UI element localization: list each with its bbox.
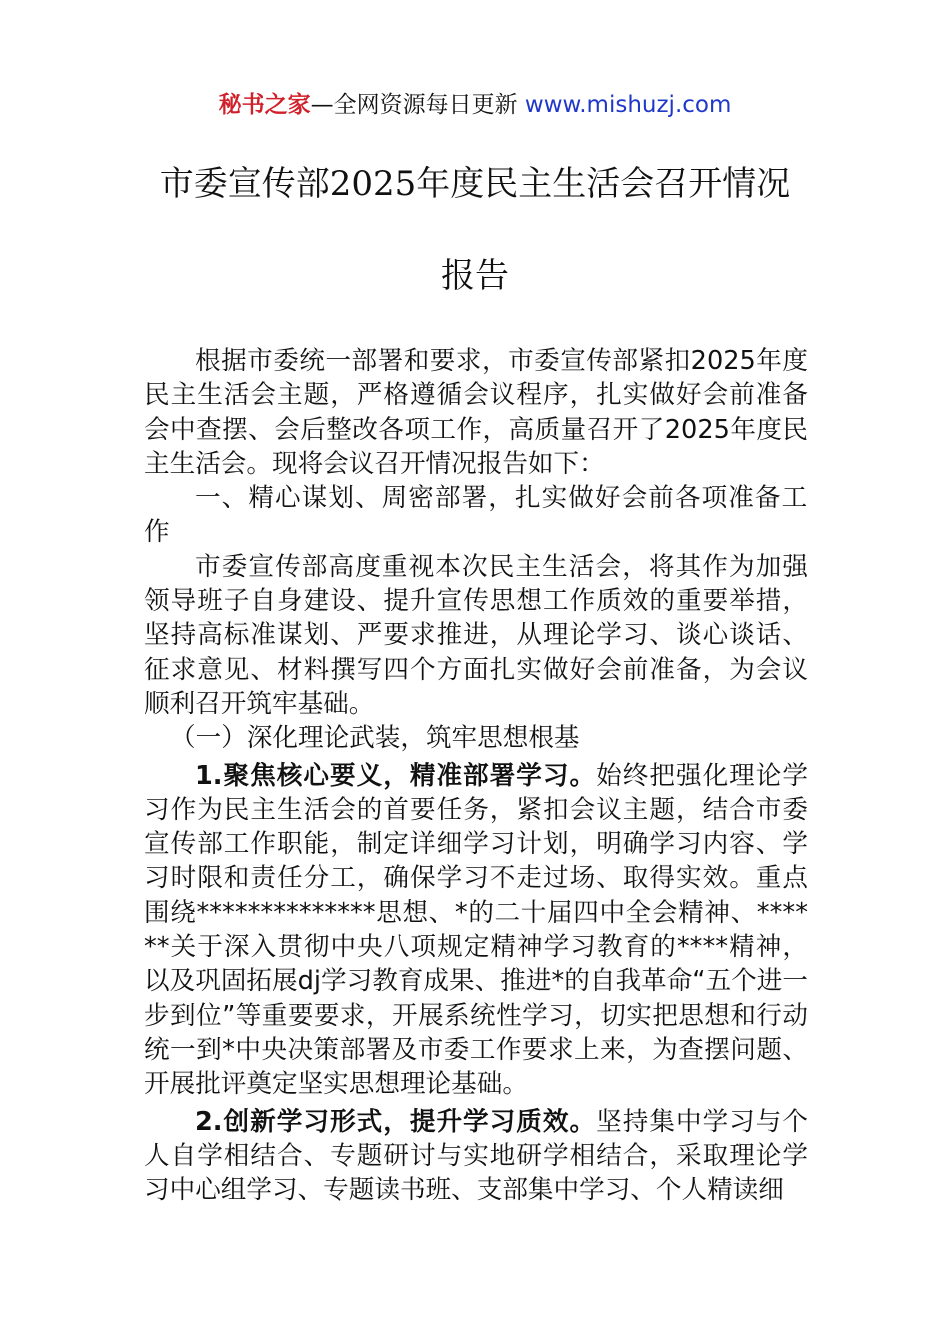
title-line-2: 报告 (441, 256, 509, 296)
intro-paragraph: 根据市委统一部署和要求，市委宣传部紧扣2025年度民主生活会主题，严格遵循会议程序，扎实做好会前准备会中查摆、会后整改各项工作，高质量召开了2025年度民主生活会。现将会议召开情况报告如下： (144, 346, 808, 479)
document-title (100, 158, 850, 302)
item-2-lead: 2.创新学习形式，提升学习质效。 (195, 1106, 597, 1137)
site-header (0, 88, 950, 122)
section-1-paragraph: 市委宣传部高度重视本次民主生活会，将其作为加强领导班子自身建设、提升宣传思想工作质效的重要举措，坚持高标准谋划、严要求推进，从理论学习、谈心谈话、征求意见、材料撰写四个方面扎实做好会前准备，为会议顺利召开筑牢基础。 (144, 551, 808, 719)
item-1-paragraph (144, 759, 808, 1102)
site-url-link[interactable]: www.mishuzj.com (524, 92, 732, 118)
item-1-lead: 1.聚焦核心要义，精准部署学习。 (195, 760, 597, 791)
document-body (144, 344, 808, 1207)
subsection-1-heading: （一）深化理论武装，筑牢思想根基 (170, 723, 580, 754)
item-2-paragraph (144, 1105, 808, 1208)
section-1-heading: 一、精心谋划、周密部署，扎实做好会前各项准备工作 (144, 483, 808, 548)
item-2-body: 坚持集中学习与个人自学相结合、专题研讨与实地研学相结合，采取理论学习中心组学习、专题读书班、支部集中学习、个人精读细 (144, 1106, 808, 1206)
title-line-1: 市委宣传部2025年度民主生活会召开情况 (159, 164, 791, 204)
item-1-body: 始终把强化理论学习作为民主生活会的首要任务，紧扣会议主题，结合市委宣传部工作职能，制定详细学习计划，明确学习内容、学习时限和责任分工，确保学习不走过场、取得实效。重点围绕**************思想、*的二十届四中全会精神、******关于深入贯彻中央八项规定精神学习教育的****精神，以及巩固拓展dj学习教育成果、推进*的自我革命“五个进一步到位”等重要要求，开展系统性学习，切实把思想和行动统一到*中央决策部署及市委工作要求上来，为查摆问题、开展批评奠定坚实思想理论基础。 (144, 760, 808, 1100)
brand-name: 秘书之家 (218, 92, 311, 118)
header-tagline: —全网资源每日更新 (310, 92, 518, 118)
